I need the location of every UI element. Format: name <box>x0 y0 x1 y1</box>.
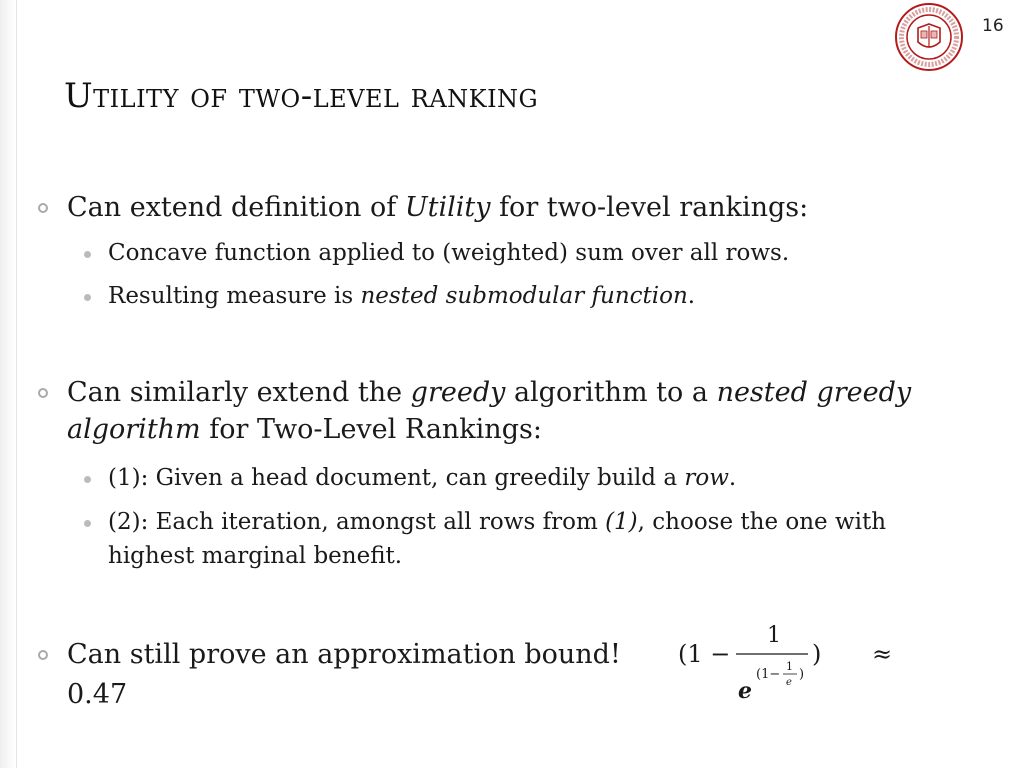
formula-exp-open: (1− <box>756 667 781 682</box>
bullet-approximation-bound: Can still prove an approximation bound! <box>67 639 621 670</box>
approximation-formula <box>678 620 908 710</box>
bullet-ring-icon <box>38 650 48 660</box>
page-number: 16 <box>982 16 1004 36</box>
left-margin-bar <box>0 0 16 768</box>
bullet-dot-icon <box>84 476 91 483</box>
formula-approx: ≈ <box>872 640 893 668</box>
approximation-value: 0.47 <box>67 679 128 710</box>
sub-bullet-build-row: (1): Given a head document, can greedily build a row. <box>108 465 737 491</box>
bullet-dot-icon <box>84 520 91 527</box>
formula-exp-close: ) <box>799 667 805 682</box>
sub-bullet-concave: Concave function applied to (weighted) sum over all rows. <box>108 240 790 266</box>
bullet-ring-icon <box>38 203 48 213</box>
formula-open: (1 − <box>678 640 731 668</box>
left-margin-line <box>16 0 17 768</box>
formula-numerator: 1 <box>767 623 781 648</box>
bullet-ring-icon <box>38 388 48 398</box>
formula-exp-denominator: e <box>786 677 792 688</box>
sub-bullet-iteration: (2): Each iteration, amongst all rows from (1), choose the one with highest marginal benefit. <box>108 509 887 569</box>
bullet-nested-greedy: Can similarly extend the greedy algorithm to a nested greedy algorithm for Two-Level Rankings: <box>67 377 912 445</box>
bullet-dot-icon <box>84 294 91 301</box>
formula-base: e <box>738 678 752 704</box>
slide-title: Utility of two-level ranking <box>64 76 539 116</box>
formula-close: ) <box>812 640 822 668</box>
formula-exp-numerator: 1 <box>786 660 793 673</box>
cornell-seal-icon <box>894 2 964 72</box>
bullet-extend-utility: Can extend definition of Utility for two-level rankings: <box>67 192 809 223</box>
sub-bullet-nested-submodular: Resulting measure is nested submodular function. <box>108 283 696 309</box>
bullet-dot-icon <box>84 251 91 258</box>
